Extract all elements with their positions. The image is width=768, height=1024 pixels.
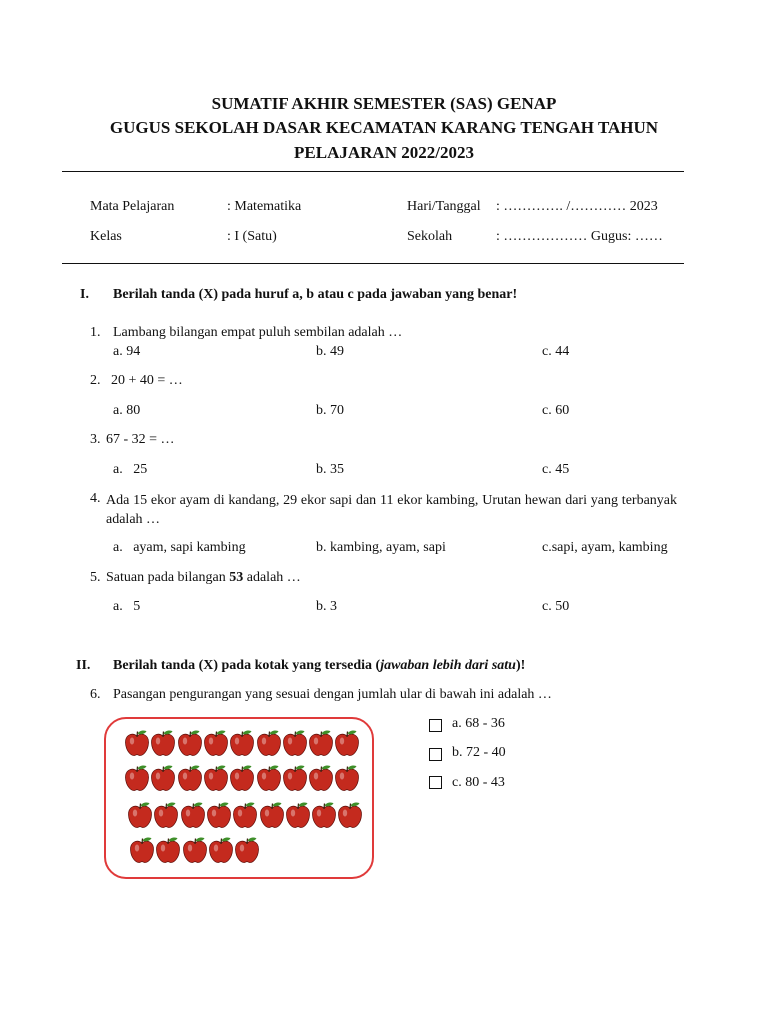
apple-icon: [311, 801, 337, 829]
apple-icon: [334, 764, 360, 792]
question-1-text: Lambang bilangan empat puluh sembilan adalah …: [113, 325, 403, 340]
question-6-text: Pasangan pengurangan yang sesuai dengan jumlah ular di bawah ini adalah …: [113, 687, 552, 702]
question-1-option-c[interactable]: c. 44: [542, 344, 570, 359]
section-2-instruction-after: )!: [515, 658, 526, 673]
apple-icon: [308, 729, 334, 757]
question-5-number: 5.: [90, 570, 101, 585]
apple-icon: [256, 764, 282, 792]
option-c-label: c. 80 - 43: [452, 775, 505, 790]
apple-icon: [285, 801, 311, 829]
apple-icon: [124, 764, 150, 792]
question-5-text-bold: 53: [229, 570, 244, 585]
info-divider: [62, 263, 684, 264]
question-4-option-c[interactable]: c.sapi, ayam, kambing: [542, 540, 668, 555]
subject-value: : Matematika: [227, 199, 302, 214]
date-value: : …………. /………… 2023: [496, 199, 658, 214]
question-1-number: 1.: [90, 325, 101, 340]
school-label: Sekolah: [407, 229, 453, 244]
apple-icon: [282, 764, 308, 792]
subject-label: Mata Pelajaran: [90, 199, 175, 214]
section-1-instruction: Berilah tanda (X) pada huruf a, b atau c pada jawaban yang benar!: [113, 287, 518, 302]
option-a-checkbox[interactable]: [429, 719, 442, 732]
apple-icon: [234, 836, 260, 864]
question-3-option-b[interactable]: b. 35: [316, 462, 344, 477]
apple-icon: [203, 729, 229, 757]
apple-icon: [334, 729, 360, 757]
class-label: Kelas: [90, 229, 122, 244]
class-value: : I (Satu): [227, 229, 277, 244]
title-line-3: PELAJARAN 2022/2023: [294, 143, 474, 162]
option-b-checkbox[interactable]: [429, 748, 442, 761]
question-3-text: 67 - 32 = …: [106, 432, 175, 447]
question-5-text-before: Satuan pada bilangan: [106, 570, 226, 585]
apple-icon: [177, 729, 203, 757]
apple-icon: [203, 764, 229, 792]
section-2-instruction-italic: jawaban lebih dari satu: [380, 658, 516, 673]
apple-icon: [150, 764, 176, 792]
apple-icon: [124, 729, 150, 757]
apple-icon: [308, 764, 334, 792]
apple-icon: [150, 729, 176, 757]
apple-icon: [229, 764, 255, 792]
question-4-option-a[interactable]: a. ayam, sapi kambing: [113, 540, 246, 555]
apple-icon: [153, 801, 179, 829]
question-3-option-a[interactable]: a. 25: [113, 462, 148, 477]
question-1-option-a[interactable]: a. 94: [113, 344, 141, 359]
apple-icon: [282, 729, 308, 757]
question-5-option-b[interactable]: b. 3: [316, 599, 337, 614]
apple-icon: [129, 836, 155, 864]
question-3-number: 3.: [90, 432, 101, 447]
question-2-number: 2.: [90, 373, 101, 388]
question-5-text: [106, 570, 301, 586]
question-4-option-b[interactable]: b. kambing, ayam, sapi: [316, 540, 446, 555]
question-2-option-a[interactable]: a. 80: [113, 403, 141, 418]
question-3-option-c[interactable]: c. 45: [542, 462, 570, 477]
question-2-option-b[interactable]: b. 70: [316, 403, 344, 418]
option-a-label: a. 68 - 36: [452, 716, 505, 731]
apple-icon: [177, 764, 203, 792]
question-1-option-b[interactable]: b. 49: [316, 344, 344, 359]
date-label: Hari/Tanggal: [407, 199, 481, 214]
apple-icon: [127, 801, 153, 829]
question-5-option-c[interactable]: c. 50: [542, 599, 570, 614]
apple-icon: [256, 729, 282, 757]
question-4-text: Ada 15 ekor ayam di kandang, 29 ekor sapi dan 11 ekor kambing, Urutan hewan dari yang terbanyak adalah …: [106, 493, 677, 527]
question-2-text: 20 + 40 = …: [111, 373, 183, 388]
apple-icon: [337, 801, 363, 829]
question-5-text-after: adalah …: [246, 570, 301, 585]
apple-icon: [229, 729, 255, 757]
apple-icon: [232, 801, 258, 829]
apple-icon: [208, 836, 234, 864]
school-value: : ……………… Gugus: ……: [496, 229, 663, 244]
question-4-number: 4.: [90, 491, 101, 506]
question-5-option-a[interactable]: a. 5: [113, 599, 141, 614]
apple-picture-frame: [104, 717, 374, 879]
header-divider: [62, 171, 684, 172]
apple-icon: [180, 801, 206, 829]
section-2-instruction-before: Berilah tanda (X) pada kotak yang tersedia (: [113, 658, 381, 673]
option-c-checkbox[interactable]: [429, 776, 442, 789]
question-2-option-c[interactable]: c. 60: [542, 403, 570, 418]
apple-icon: [259, 801, 285, 829]
title-line-1: SUMATIF AKHIR SEMESTER (SAS) GENAP: [211, 94, 557, 113]
apple-icon: [155, 836, 181, 864]
apple-icon: [182, 836, 208, 864]
option-b-label: b. 72 - 40: [452, 745, 506, 760]
title-line-2: GUGUS SEKOLAH DASAR KECAMATAN KARANG TENGAH TAHUN: [109, 118, 659, 137]
apple-icon: [206, 801, 232, 829]
section-2-number: II.: [76, 658, 91, 673]
section-2-instruction: [113, 658, 525, 674]
section-1-number: I.: [80, 287, 89, 302]
question-6-number: 6.: [90, 687, 101, 702]
